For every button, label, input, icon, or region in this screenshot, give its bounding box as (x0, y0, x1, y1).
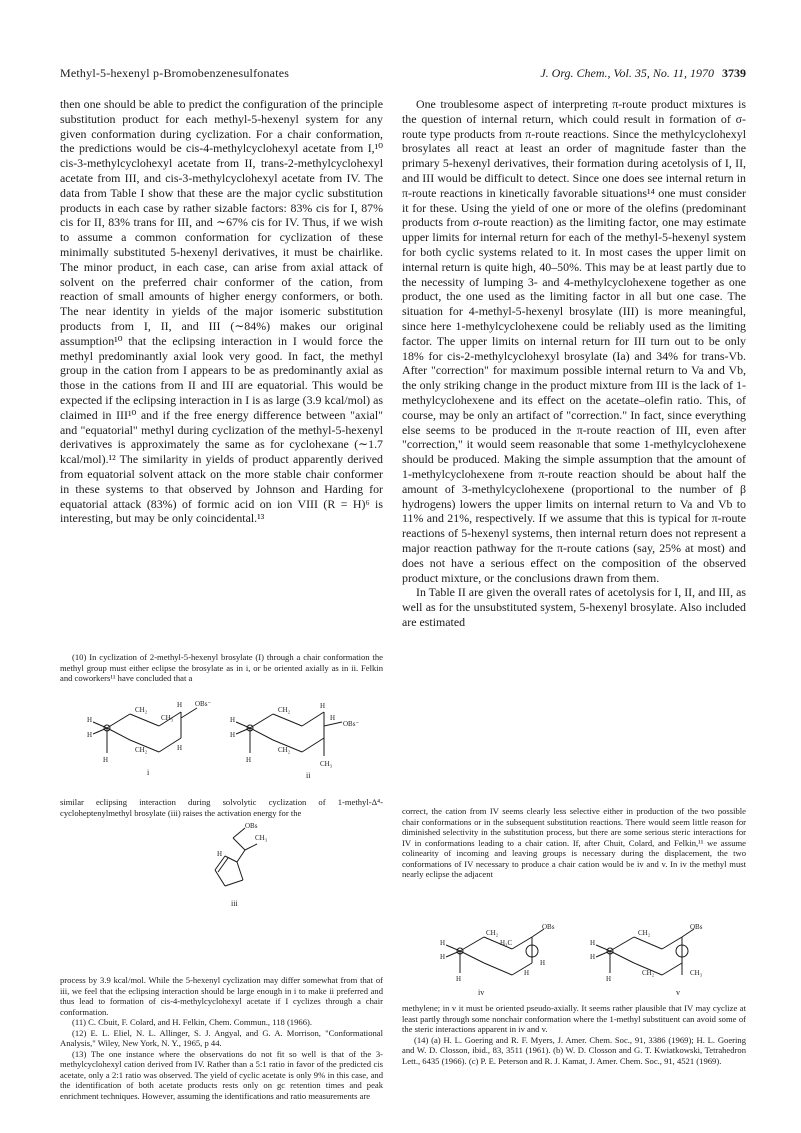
footnotes-right-bottom (402, 1003, 746, 1066)
footnote-12: (12) E. L. Eliel, N. L. Allinger, S. J. Angyal, and G. A. Morrison, "Conformational Analysis," Wiley, New York, N. Y., 1965, p 44. (60, 1027, 383, 1048)
atom-h: H (330, 714, 336, 722)
atom-obs-minus: OBs⁻ (195, 700, 212, 708)
right-column (402, 97, 746, 630)
structure-ii (228, 698, 368, 780)
structure-iii (195, 820, 285, 910)
structure-label-i: i (147, 768, 150, 777)
structure-i (85, 698, 220, 778)
structure-iv (440, 923, 575, 999)
footnote-13-cont-text: correct, the cation from IV seems clearly less selective either in production of the two possible chair conformations or in the subsequent substitution reactions. There would seem little reason for diminished selectivity in the substitution process, but there are some serious steric interactions for IV in conformations leading to a chair cation. If, after Chuit, Colard, and Felkin,¹¹ we assume colinearity of incoming and leaving groups is necessary during the displacement, the two conformations of IV necessary to produce a chair cation would be iv and v. In iv the methyl must nearly eclipse the adjacent (402, 806, 746, 879)
right-paragraph-1: One troublesome aspect of interpreting π-route product mixtures is the question of internal return, which could result in formation of σ-route type products from π-route reactions. Since the methylcyclohexyl brosylates all react at least an order of magnitude faster than the primary 5-hexenyl derivatives, their formation during acetolysis of I, II, and III would be difficult to detect. Since one does see internal return in π-route reactions in kinetically favorable situations¹⁴ one must consider it for these. Using the yield of one or more of the olefins (predominant products from σ-route reaction) as the limiting factor, one may estimate upper limits for internal return for each of the methyl-5-hexenyl system for both cyclic systems related to it. In most cases the upper limit on internal return is quite high, 40–50%. This may be at least partly due to the necessity of lumping 3- and 4-methylcyclohexene together as one product, the one used as the limiting factor in all but one case. The situation for 4-methyl-5-hexenyl brosylate (III) is more meaningful, since here 1-methylcyclohexene could be reliably used as the limiting factor. The upper limits on internal return for III turn out to be only 18% for cis-2-methylcyclohexyl brosylate (Ia) and 34% for trans-Vb. After "correction" for maximum possible internal return to Va and Vb, the only striking change in the product mixture from III is the lack of 1-methylcyclohexene and its effect on the acetate–olefin ratio. This, of course, may be only an artifact of "correction." In fact, since everything else seems to be produced in the π-route reaction of III, even after "correction," it would seem reasonable that some 1-methylcyclohexene should be produced. Making the simple assumption that the amount of 1-methylcyclohexene from π-route reaction should be about half the amount of 3-methylcyclohexene (proportional to the number of β hydrogens) lowers the upper limits on internal return to Va and Vb to 11% and 21%, respectively. If we assume that this is typical for π-route reactions of 5-hexenyl systems, then internal return does not represent a major reaction pathway for the π-route cations (say, 25% at most) and does not have a serious effect on the composition of the observed product mixture, or the conclusions drawn from them. (402, 97, 746, 585)
atom-h: H (440, 939, 446, 947)
footnote-10 (60, 652, 383, 684)
footnote-10-end: process by 3.9 kcal/mol. While the 5-hexenyl cyclization may differ somewhat from that of iii, we feel that the eclipsing interaction should be large enough in i to make ii preferred and thus lead to formation of cis-4-methylcyclohexyl acetate if I cyclizes through a chair conformation. (60, 975, 383, 1017)
atom-h: H (320, 702, 326, 710)
atom-ch2: CH₂ (638, 929, 651, 937)
footnotes-left-bottom (60, 975, 383, 1101)
footnote-10-cont-text: similar eclipsing interaction during solvolytic cyclization of 1-methyl-Δ⁴-cycloheptenylmethyl brosylate (iii) raises the activation energy for the (60, 797, 383, 818)
right-paragraph-2: In Table II are given the overall rates of acetolysis for I, II, and III, as well as for the unsubstituted system, 5-hexenyl brosylate. Also included are estimated (402, 585, 746, 629)
footnote-13-end: methylene; in v it must be oriented pseudo-axially. It seems rather plausible that IV may cyclize at least partly through some nonchair conformation where the 1-methyl substituent can avoid some of the steric interactions apparent in iv and v. (402, 1003, 746, 1034)
page-number: 3739 (722, 66, 746, 80)
left-paragraph-1: then one should be able to predict the configuration of the principle substitution product for each methyl-5-hexenyl system for any given conformation during cyclization. For a chair conformation, the predictions would be cis-4-methylcyclohexyl acetate from I,¹⁰ cis-3-methylcyclohexyl acetate from II, trans-2-methylcyclohexyl acetate from III, and cis-3-methylcyclohexyl acetate from IV. The data from Table I show that these are the major cyclic substitution products in each case by rather sizable factors: 83% cis for I, 87% cis for II, 83% trans for III, and ∼67% cis for IV. Thus, if we wish to assume a common conformation for cyclization of these minimally substituted 5-hexenyl derivatives, it must be chairlike. The minor product, in each case, can arise from axial attack of solvent on the preferred chair conformer of the cation, from reaction of small amounts of higher energy conformers, or both. The near identity in yields of the major isomeric substitution products from I, II, and III (∼84%) makes our original assumption¹⁰ that the eclipsing interaction in I would force the methyl predominantly axial look very good. In fact, the methyl group in the cation from I appears to be as predominantly axial as those in the cations from II and III are equatorial. This would be expected if the eclipsing interaction in I is as large (3.9 kcal/mol) as claimed in III¹⁰ and if the free energy difference between "axial" and "equatorial" methyl during cyclization of the methyl-5-hexenyl derivatives is approximately the same as for cyclohexane (∼1.7 kcal/mol).¹² The similarity in yields of product apparently derived from equatorial solvent attack on the more stable chair conformer in these systems to that observed by Johnson and Harding for equatorial attack (83%) of formic acid on ion VIII (R = H)⁶ is interesting, but may be only coincidental.¹³ (60, 97, 383, 526)
atom-ch2: CH₂ (278, 706, 291, 714)
atom-h3c: H₃C (500, 939, 513, 947)
footnote-14: (14) (a) H. L. Goering and R. F. Myers, J. Amer. Chem. Soc., 91, 3386 (1969); H. L. Goering and W. D. Closson, ibid., 83, 3511 (1961). (b) W. D. Closson and G. T. Kwiatkowski, Tetrahedron Lett., 6435 (1966). (c) P. E. Peterson and R. J. Kamat, J. Amer. Chem. Soc., 91, 4521 (1969). (402, 1034, 746, 1066)
atom-ch3: CH₃ (161, 714, 174, 722)
atom-h: H (540, 959, 546, 967)
atom-ch2: CH₂ (135, 746, 148, 754)
footnote-10-text: (10) In cyclization of 2-methyl-5-hexenyl brosylate (I) through a chair conformation the methyl group must either eclipse the brosylate as in i, or be oriented axially as in ii. Felkin and coworkers¹¹ have concluded that a (60, 652, 383, 683)
atom-ch2: CH₂ (135, 706, 148, 714)
footnote-11: (11) C. Cbuit, F. Colard, and H. Felkin, Chem. Commun., 118 (1966). (72, 1017, 313, 1027)
atom-ch3: CH₃ (255, 834, 268, 842)
running-title: Methyl-5-hexenyl p-Bromobenzenesulfonates (60, 66, 290, 80)
footnote-10-continued (60, 797, 383, 818)
structure-label-iv: iv (478, 988, 485, 997)
journal-info: J. Org. Chem., Vol. 35, No. 11, 1970 (540, 66, 714, 80)
atom-obs: OBs (542, 923, 555, 931)
atom-h: H (87, 731, 93, 739)
atom-h: H (246, 756, 252, 764)
atom-h: H (177, 744, 183, 752)
atom-ch2: CH₂ (486, 929, 499, 937)
atom-h: H (606, 975, 612, 983)
atom-h: H (217, 850, 223, 858)
atom-h: H (103, 756, 109, 764)
atom-h: H (590, 953, 596, 961)
left-column (60, 97, 383, 526)
atom-h: H (524, 969, 530, 977)
structure-v (590, 923, 720, 999)
atom-h: H (87, 716, 93, 724)
structure-label-v: v (676, 988, 680, 997)
atom-ch3: CH₃ (690, 969, 703, 977)
atom-obs: OBs (690, 923, 703, 931)
atom-obs-minus: OBs⁻ (343, 720, 360, 728)
atom-h: H (456, 975, 462, 983)
atom-ch3: CH₃ (320, 760, 333, 768)
atom-obs: OBs (245, 822, 258, 830)
atom-h: H (177, 701, 183, 709)
atom-h: H (440, 953, 446, 961)
journal-citation (540, 66, 746, 81)
structure-label-iii: iii (231, 899, 238, 908)
structure-label-ii: ii (306, 771, 311, 780)
footnote-13: (13) The one instance where the observations do not fit so well is that of the 3-methylcyclohexyl cation derived from IV. Rather than a 5:1 ratio in favor of the predicted cis acetate, only a 2:1 ratio was observed. The yield of cyclic acetate is only 9% in this case, and the identification of both acetate products rests only on gc retention times and peak enrichment techniques. However, assuming the identifications and ratio measurements are (60, 1048, 383, 1101)
atom-ch2: CH₂ (642, 969, 655, 977)
footnote-13-continued (402, 806, 746, 880)
atom-h: H (230, 716, 236, 724)
atom-h: H (230, 731, 236, 739)
running-header (60, 66, 746, 82)
atom-ch2: CH₂ (278, 746, 291, 754)
atom-h: H (590, 939, 596, 947)
